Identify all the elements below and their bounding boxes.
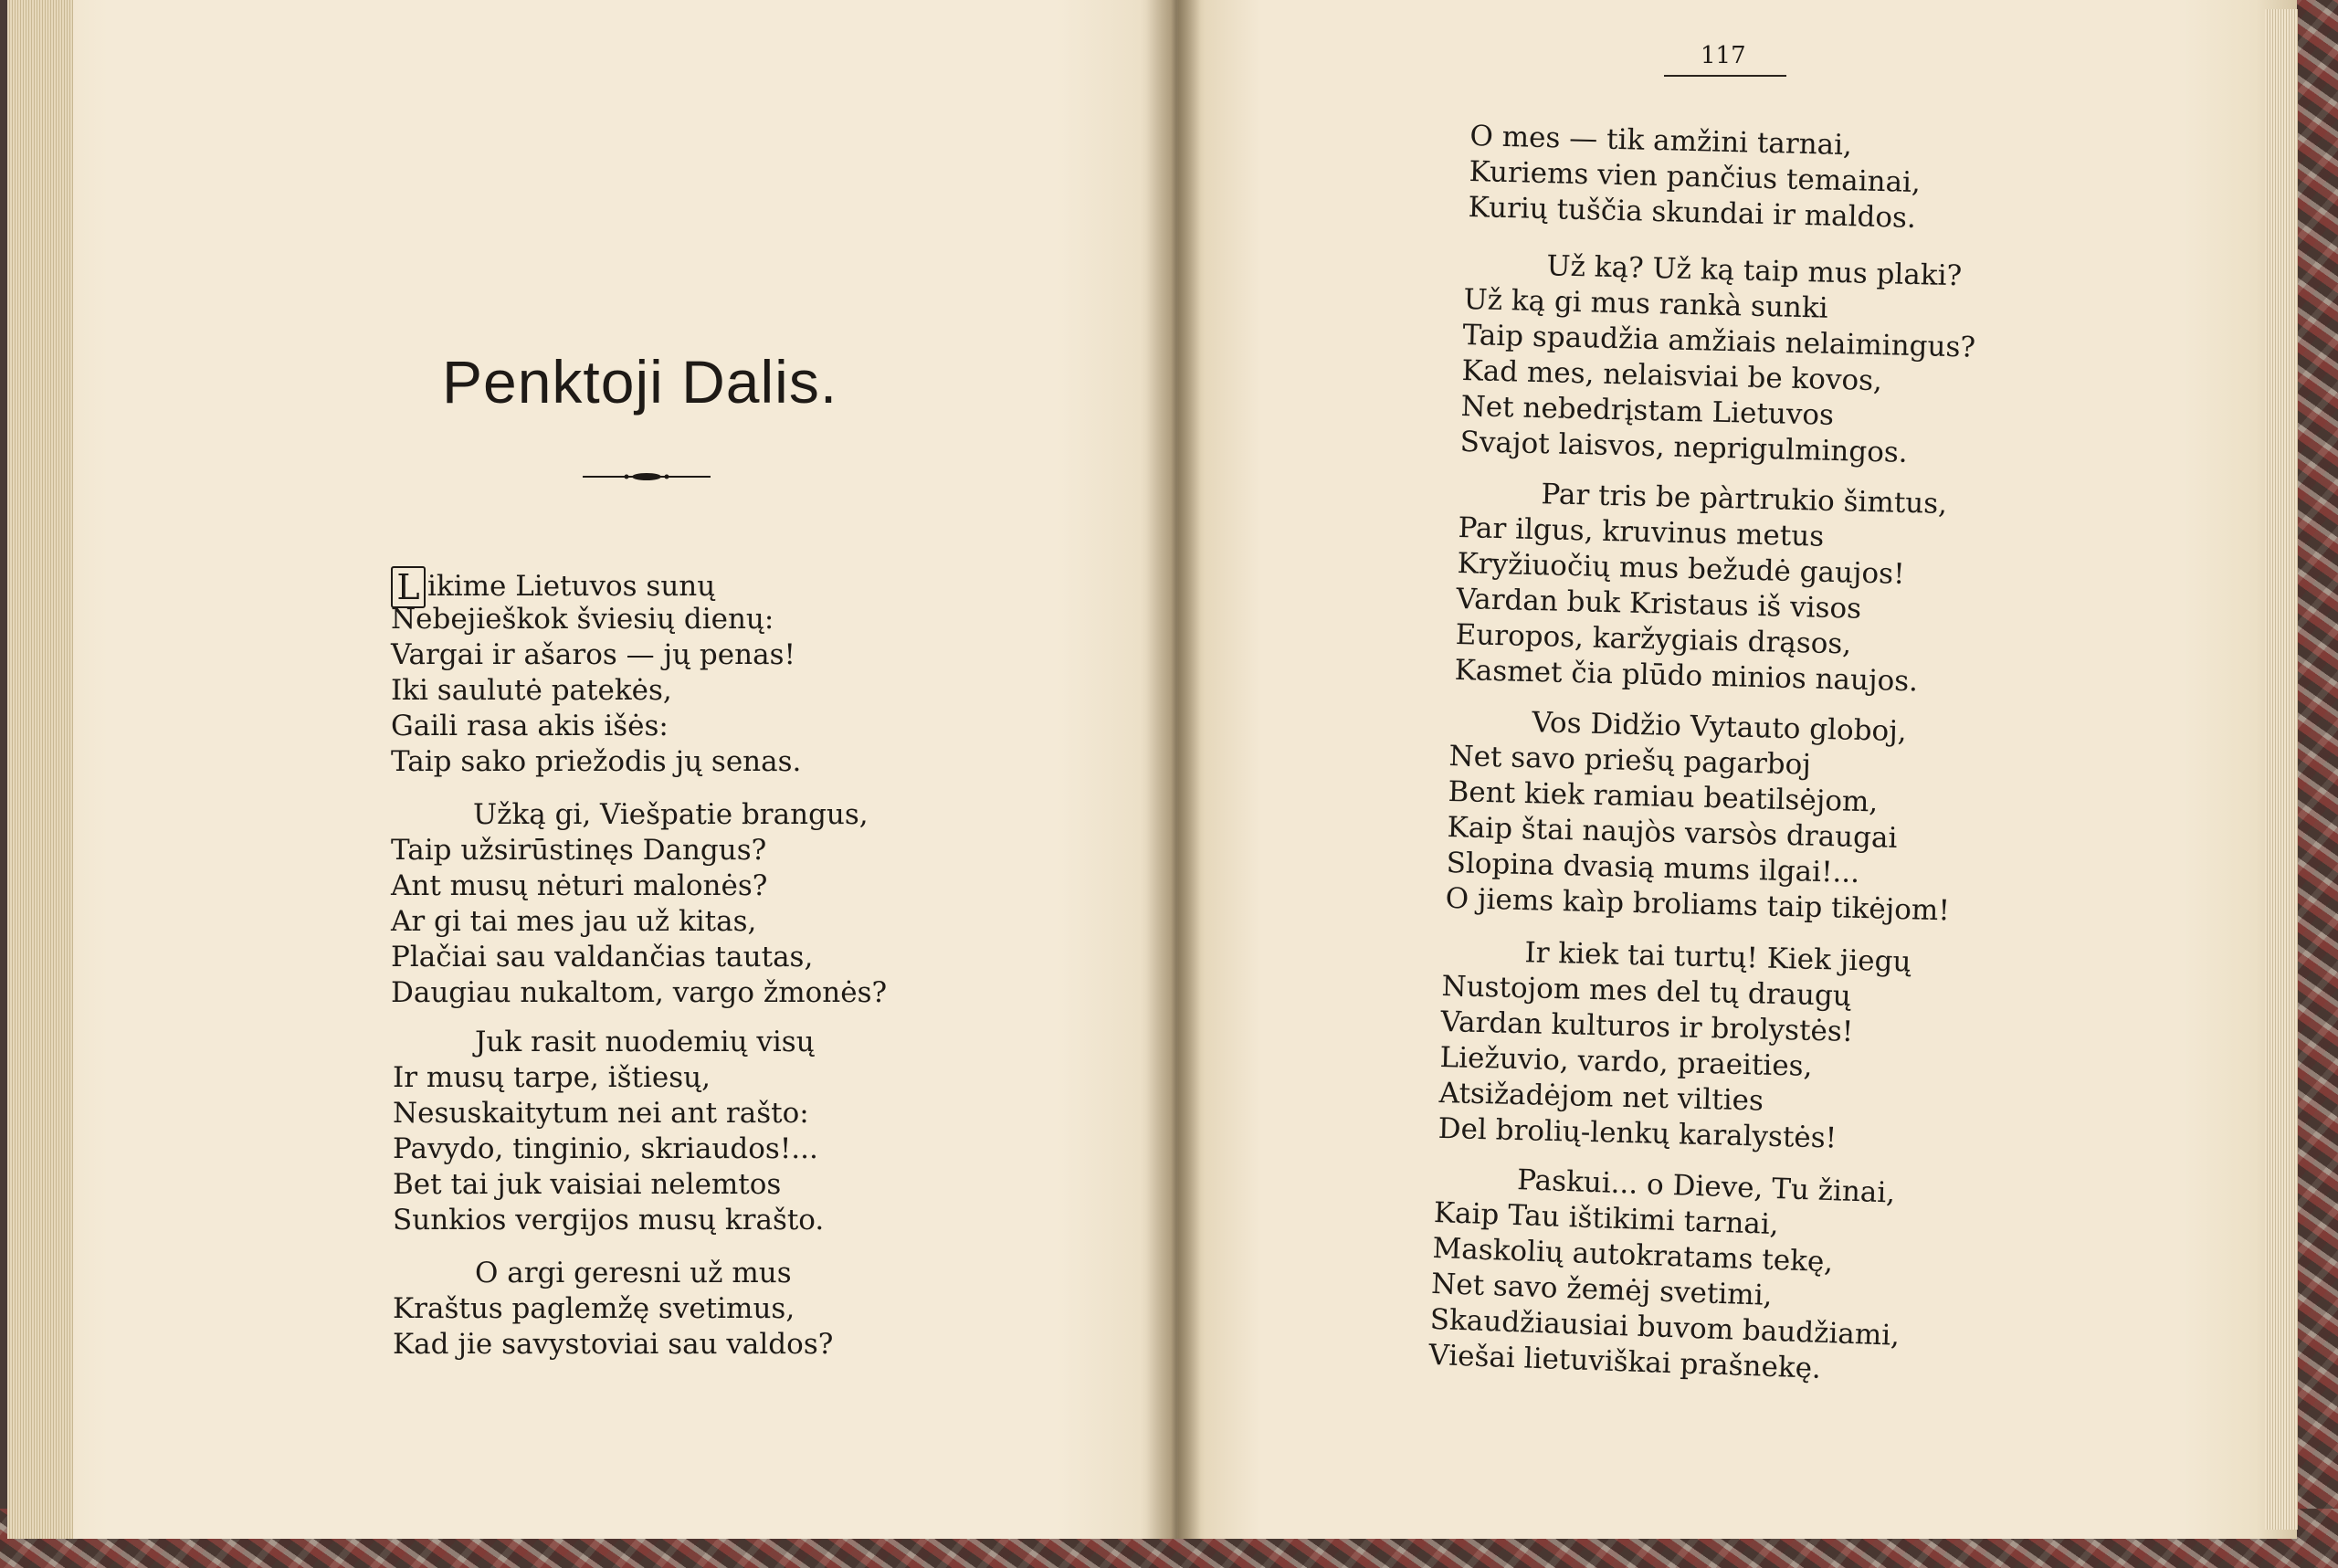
left-page-edges <box>7 0 73 1539</box>
poem-line: Kad jie savystoviai sau valdos? <box>393 1328 834 1361</box>
right-stanza-6 <box>1428 1160 1905 1390</box>
right-stanza-3 <box>1454 475 1947 700</box>
poem-line: Taip spaudžia amžiais nelaimingus? <box>1462 318 1976 364</box>
poem-line: Kuriems vien pančius temainai, <box>1469 154 1922 200</box>
poem-line: Svajot laisvos, neprigulmingos. <box>1459 425 1909 469</box>
poem-line: Plačiai sau valdančias tautas, <box>391 941 814 973</box>
drop-cap-letter: L <box>391 566 426 608</box>
poem-line: Europos, karžygiais drąsos, <box>1455 617 1852 661</box>
poem-line: Gaili rasa akis išės: <box>391 710 669 742</box>
poem-line: Kasmet čia plūdo minios naujos. <box>1454 653 1919 699</box>
poem-line: Slopina dvasią mums ilgai!... <box>1446 846 1860 889</box>
poem-line: Juk rasit nuodemių visų <box>475 1026 815 1058</box>
poem-line: Kad mes, nelaisviai be kovos, <box>1461 353 1883 398</box>
poem-line: Par tris be pàrtrukio šimtus, <box>1541 478 1948 521</box>
left-stanza-1 <box>391 566 801 780</box>
poem-line: Net nebedrįstam Lietuvos <box>1460 389 1835 432</box>
poem-line: Vos Didžio Vytauto globoj, <box>1532 706 1908 749</box>
poem-line: Net savo žemėj svetimi, <box>1430 1267 1774 1312</box>
poem-line: Nustojom mes del tų draugų <box>1441 969 1852 1013</box>
poem-line: Ar gi tai mes jau už kitas, <box>391 905 757 938</box>
poem-line: Taip sako priežodis jų senas. <box>391 745 802 778</box>
right-stanza-1 <box>1468 119 1922 237</box>
poem-line: Daugiau nukaltom, vargo žmonės? <box>391 976 888 1009</box>
poem-line: Sunkios vergijos musų krašto. <box>393 1204 825 1237</box>
left-page <box>7 0 1178 1539</box>
poem-line: Paskui... o Dieve, Tu žinai, <box>1516 1163 1896 1210</box>
poem-line: O jiems kaìp broliams taip tikėjom! <box>1445 881 1951 928</box>
poem-line: ikime Lietuvos sunų <box>427 570 716 603</box>
poem-line: Užką gi, Viešpatie brangus, <box>473 798 869 831</box>
left-stanza-4 <box>393 1256 833 1363</box>
page-number-rule <box>1664 75 1786 77</box>
poem-line: Ant musų nėturi malonės? <box>391 869 768 902</box>
poem-line: Kaip štai naujòs varsòs draugai <box>1447 810 1898 855</box>
left-stanza-3 <box>393 1025 824 1238</box>
page-number: 117 <box>1701 42 1746 69</box>
poem-line: O mes — tik amžini tarnai, <box>1469 119 1853 163</box>
poem-line: Atsižadėjom net vilties <box>1438 1076 1764 1118</box>
poem-line: Nebejieškok šviesių dienų: <box>391 603 774 636</box>
poem-line: Iki saulutė patekės, <box>391 674 672 707</box>
poem-line: Už ką? Už ką taip mus plaki? <box>1546 249 1963 293</box>
chapter-title: Penktoji Dalis. <box>442 348 838 416</box>
right-stanza-5 <box>1438 933 1911 1158</box>
poem-line: O argi geresni už mus <box>475 1257 792 1289</box>
poem-line: Ir musų tarpe, ištiesų, <box>393 1061 711 1094</box>
poem-line: Ir kiek tai turtų! Kiek jiegų <box>1524 936 1911 979</box>
poem-line: Vargai ir ašaros — jų penas! <box>391 638 795 671</box>
title-ornament <box>583 471 711 482</box>
right-stanza-2 <box>1459 247 1977 473</box>
poem-line: Vardan kulturos ir brolystės! <box>1440 1005 1854 1049</box>
poem-line: Net savo priešų pagarboj <box>1448 739 1812 782</box>
poem-line: Bet tai juk vaisiai nelemtos <box>393 1168 782 1201</box>
poem-line: Bent kiek ramiau beatilsėjom, <box>1448 774 1879 819</box>
poem-line: Už ką gi mus rankà sunki <box>1463 282 1829 325</box>
poem-line: Kryžiuočių mus bežudė gaujos! <box>1457 546 1905 591</box>
poem-line: Skaudžiausiai buvom baudžiami, <box>1429 1302 1901 1352</box>
poem-line: Pavydo, tinginio, skriaudos!... <box>393 1132 818 1165</box>
poem-line: Nesuskaitytum nei ant rašto: <box>393 1097 809 1130</box>
left-stanza-2 <box>391 797 887 1011</box>
poem-line: Vardan buk Kristaus iš visos <box>1456 582 1862 626</box>
poem-line: Kurių tuščia skundai ir maldos. <box>1468 190 1917 235</box>
book-gutter <box>1146 0 1201 1539</box>
right-page-edges <box>2265 9 2298 1530</box>
poem-line: Taip užsirūstinęs Dangus? <box>391 834 767 867</box>
right-stanza-4 <box>1445 703 1954 929</box>
poem-line: Kraštus paglemžę svetimus, <box>393 1292 795 1325</box>
poem-line: Maskolių autokratams tekę, <box>1431 1231 1834 1279</box>
poem-line: Liežuvio, vardo, praeities, <box>1439 1040 1813 1083</box>
poem-line: Viešai lietuviškai prašnekę. <box>1427 1338 1822 1385</box>
poem-line: Del brolių-lenkų karalystės! <box>1438 1111 1838 1155</box>
poem-line: Par ilgus, kruvinus metus <box>1458 510 1825 553</box>
poem-line: Kaip Tau ištikimi tarnai, <box>1433 1195 1780 1242</box>
